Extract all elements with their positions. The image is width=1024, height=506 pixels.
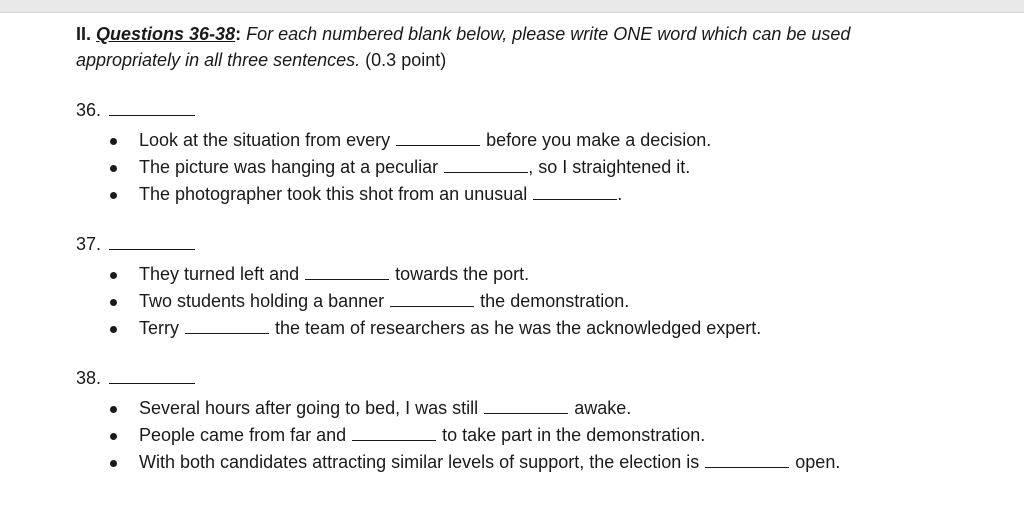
bullet-icon — [110, 272, 117, 279]
bullet-icon — [110, 406, 117, 413]
sentence-end: the demonstration. — [480, 291, 630, 311]
sentence-blank — [305, 263, 389, 280]
sentence-blank — [396, 129, 480, 146]
bullet-icon — [110, 165, 117, 172]
sentence-start: The picture was hanging at a peculiar — [139, 157, 439, 177]
list-item — [76, 154, 976, 181]
sentence-end: the team of researchers as he was the acknowledged expert. — [275, 318, 762, 338]
viewer-top-edge — [0, 0, 1024, 12]
sentence-blank — [185, 317, 269, 334]
question-37 — [76, 231, 976, 342]
sentence-start: The photographer took this shot from an unusual — [139, 184, 528, 204]
sentence-start: People came from far and — [139, 425, 347, 445]
sentence-blank — [352, 424, 436, 441]
list-item — [76, 181, 976, 208]
question-36 — [76, 97, 976, 208]
sentence-start: Several hours after going to bed, I was still — [139, 398, 479, 418]
sentence-start: With both candidates attracting similar levels of support, the election is — [139, 452, 700, 472]
sentence-start: They turned left and — [139, 264, 300, 284]
question-number: 38. — [76, 368, 102, 388]
question-number: 36. — [76, 100, 102, 120]
bullet-icon — [110, 192, 117, 199]
list-item — [76, 315, 976, 342]
sentence-end: . — [617, 184, 623, 204]
sentence-end: to take part in the demonstration. — [442, 425, 706, 445]
answer-blank — [109, 367, 195, 384]
list-item — [76, 422, 976, 449]
bullet-icon — [110, 138, 117, 145]
list-item — [76, 261, 976, 288]
bullet-icon — [110, 460, 117, 467]
points-value: (0.3 point) — [360, 50, 447, 70]
question-number: 37. — [76, 234, 102, 254]
sentence-start: Look at the situation from every — [139, 130, 391, 150]
list-item — [76, 449, 976, 476]
sentence-blank — [390, 290, 474, 307]
sentence-end: awake. — [574, 398, 632, 418]
sentence-blank — [533, 183, 617, 200]
questions-reference: Questions 36-38 — [96, 24, 236, 44]
sentence-end: open. — [795, 452, 841, 472]
sentence-blank — [444, 156, 528, 173]
sentence-end: towards the port. — [395, 264, 530, 284]
bullet-icon — [110, 299, 117, 306]
instructions-paragraph — [76, 21, 956, 73]
bullet-icon — [110, 433, 117, 440]
sentence-blank — [705, 451, 789, 468]
sentence-blank — [484, 397, 568, 414]
bullet-icon — [110, 326, 117, 333]
list-item — [76, 395, 976, 422]
instructions-colon: : — [235, 24, 242, 44]
list-item — [76, 288, 976, 315]
instructions-text: For each numbered blank below, please write ONE word which can be used appropriately in all three sentences. — [76, 24, 851, 70]
document-page — [0, 12, 1024, 506]
list-item — [76, 127, 976, 154]
answer-blank — [109, 233, 195, 250]
sentence-start: Two students holding a banner — [139, 291, 385, 311]
section-roman-numeral: II. — [76, 24, 92, 44]
question-38 — [76, 365, 976, 476]
sentence-end: before you make a decision. — [486, 130, 712, 150]
sentence-start: Terry — [139, 318, 179, 338]
sentence-end: , so I straightened it. — [528, 157, 691, 177]
answer-blank — [109, 99, 195, 116]
